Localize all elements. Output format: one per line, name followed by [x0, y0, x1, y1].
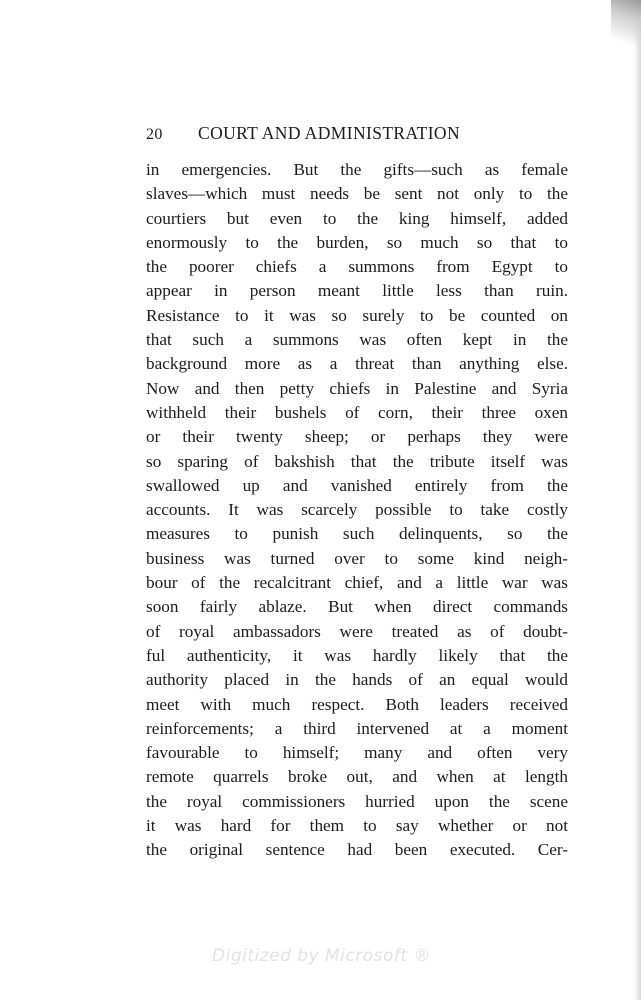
text-line: courtiers but even to the king himself, added	[146, 208, 568, 228]
running-title: COURT AND ADMINISTRATION	[198, 123, 460, 143]
text-line: withheld their bushels of corn, their three oxen	[146, 402, 568, 422]
text-line: background more as a threat than anything else.	[146, 354, 568, 374]
text-line: so sparing of bakshish that the tribute itself was	[146, 451, 568, 471]
text-line: bour of the recalcitrant chief, and a little war was	[146, 573, 568, 593]
page-edge-shadow	[633, 0, 641, 1000]
text-line: favourable to himself; many and often very	[146, 743, 568, 763]
text-line: of royal ambassadors were treated as of doubt-	[146, 621, 568, 641]
text-line: business was turned over to some kind neigh-	[146, 548, 568, 568]
text-line: swallowed up and vanished entirely from the	[146, 475, 568, 495]
text-line: the poorer chiefs a summons from Egypt to	[146, 257, 568, 277]
scan-corner-mark	[611, 0, 641, 60]
text-line: Resistance to it was so surely to be counted on	[146, 305, 568, 325]
text-line: authority placed in the hands of an equal would	[146, 670, 568, 690]
text-line: reinforcements; a third intervened at a moment	[146, 718, 568, 738]
text-line: the original sentence had been executed. Cer-	[146, 840, 568, 860]
text-line: measures to punish such delinquents, so the	[146, 524, 568, 544]
text-line: appear in person meant little less than ruin.	[146, 281, 568, 301]
text-line: in emergencies. But the gifts—such as female	[146, 160, 568, 179]
digitized-watermark: Digitized by Microsoft ®	[212, 946, 431, 966]
text-line: soon fairly ablaze. But when direct commands	[146, 597, 568, 617]
text-line: slaves—which must needs be sent not only to the	[146, 184, 568, 204]
text-line: the royal commissioners hurried upon the scene	[146, 791, 568, 811]
running-head	[146, 121, 570, 145]
text-line: it was hard for them to say whether or not	[146, 816, 568, 836]
text-line: accounts. It was scarcely possible to take costly	[146, 500, 568, 520]
text-line: remote quarrels broke out, and when at length	[146, 767, 568, 787]
text-line: ful authenticity, it was hardly likely that the	[146, 645, 568, 665]
text-line: meet with much respect. Both leaders received	[146, 694, 568, 714]
page-number: 20	[146, 126, 163, 143]
text-line: or their twenty sheep; or perhaps they were	[146, 427, 568, 447]
text-line: that such a summons was often kept in the	[146, 330, 568, 350]
text-line: enormously to the burden, so much so that to	[146, 232, 568, 252]
text-line: Now and then petty chiefs in Palestine and Syria	[146, 378, 568, 398]
body-text	[146, 158, 568, 863]
